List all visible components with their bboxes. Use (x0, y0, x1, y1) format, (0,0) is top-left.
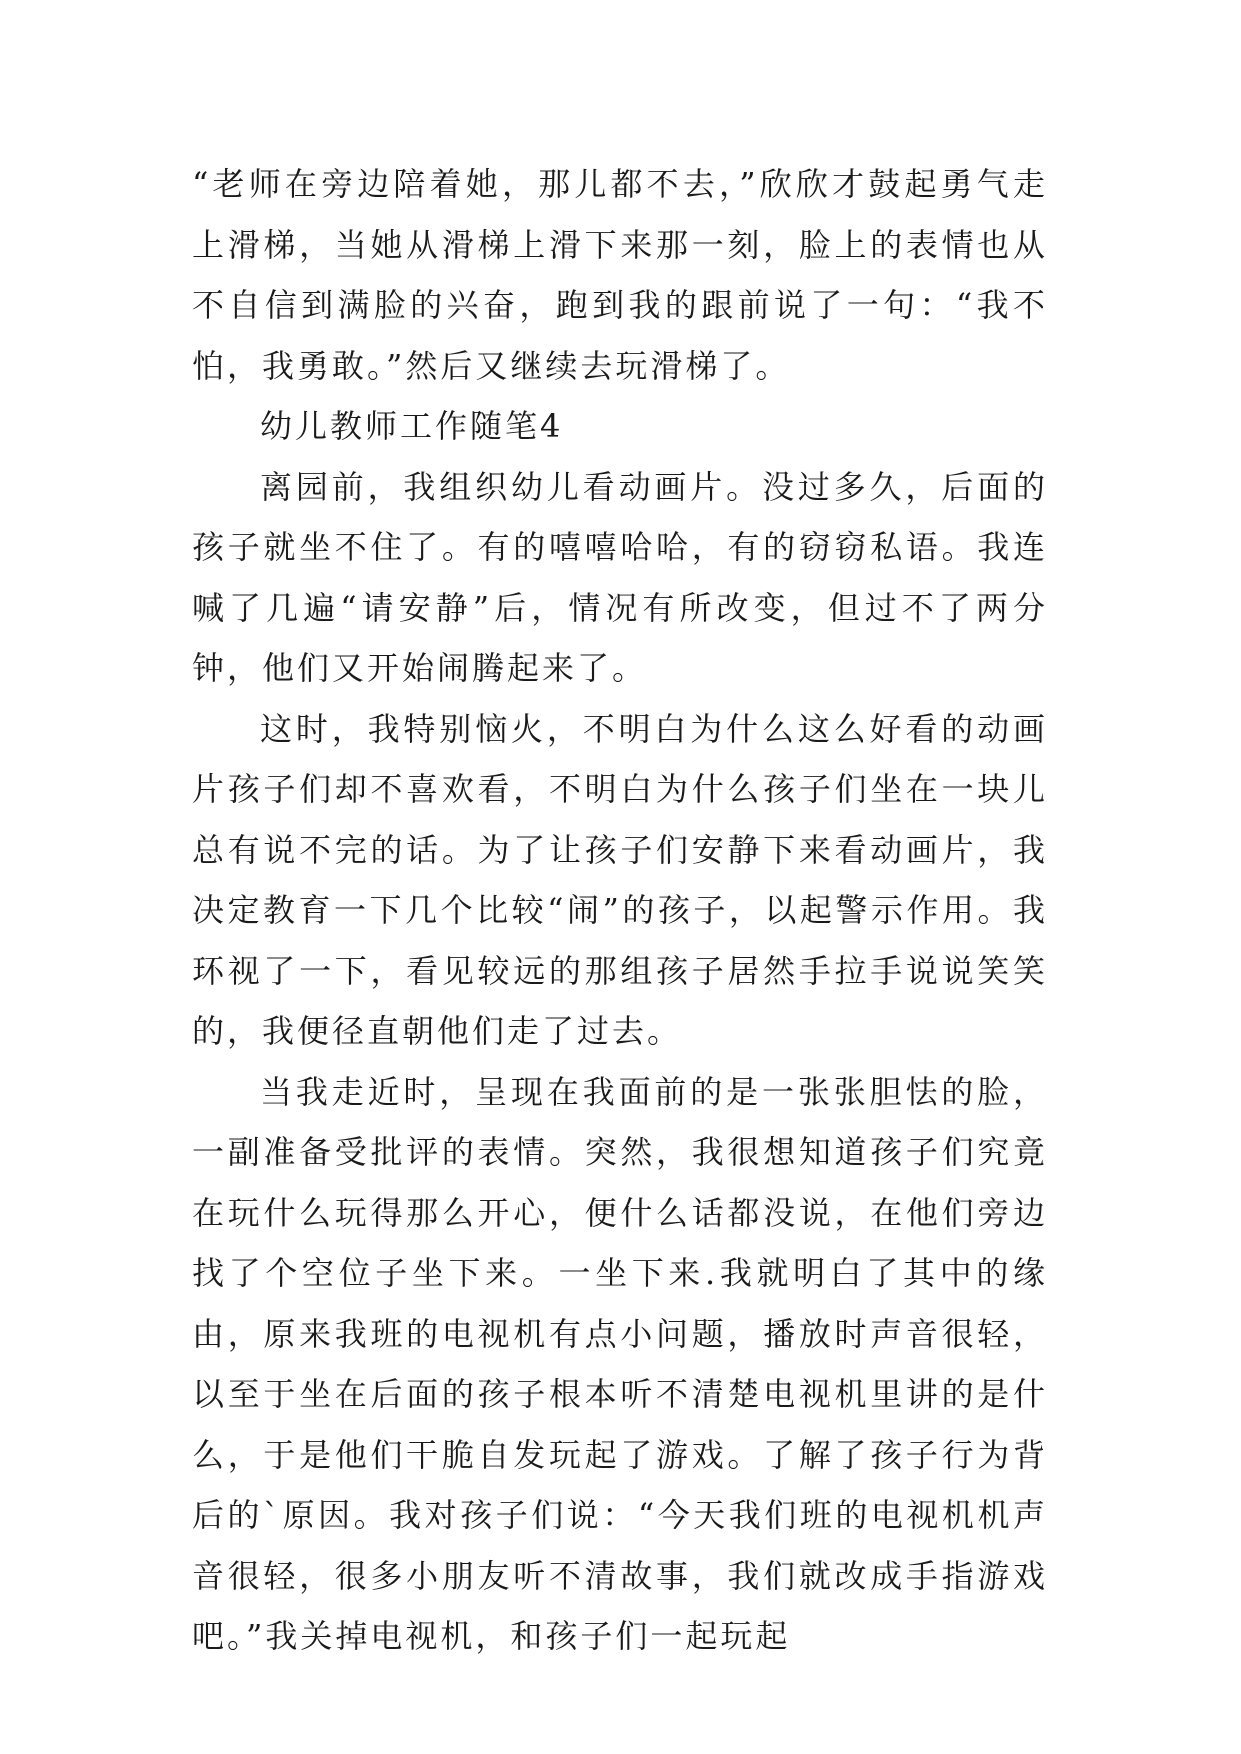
paragraph: 当我走近时，呈现在我面前的是一张张胆怯的脸，一副准备受批评的表情。突然，我很想知道孩子们究竟在玩什么玩得那么开心，便什么话都没说，在他们旁边找了个空位子坐下来。一坐下来.我就明白了其中的缘由，原来我班的电视机有点小问题，播放时声音很轻，以至于坐在后面的孩子根本听不清楚电视机里讲的是什么，于是他们干脆自发玩起了游戏。了解了孩子行为背后的`原因。我对孩子们说：“今天我们班的电视机机声音很轻，很多小朋友听不清故事，我们就改成手指游戏吧。”我关掉电视机，和孩子们一起玩起 (192, 1072, 1048, 1655)
paragraph: 这时，我特别恼火，不明白为什么这么好看的动画片孩子们却不喜欢看，不明白为什么孩子们坐在一块儿总有说不完的话。为了让孩子们安静下来看动画片，我决定教育一下几个比较“闹”的孩子，以起警示作用。我环视了一下，看见较远的那组孩子居然手拉手说说笑笑的，我便径直朝他们走了过去。 (192, 709, 1048, 1050)
paragraph: 离园前，我组织幼儿看动画片。没过多久，后面的孩子就坐不住了。有的嘻嘻哈哈，有的窃窃私语。我连喊了几遍“请安静”后，情况有所改变，但过不了两分钟，他们又开始闹腾起来了。 (192, 467, 1048, 687)
section-heading: 幼儿教师工作随笔4 (260, 407, 564, 445)
document-body (192, 154, 1048, 1667)
paragraph-continued: “老师在旁边陪着她，那儿都不去，”欣欣才鼓起勇气走上滑梯，当她从滑梯上滑下来那一刻，脸上的表情也从不自信到满脸的兴奋，跑到我的跟前说了一句：“我不怕，我勇敢。”然后又继续去玩滑梯了。 (192, 165, 1048, 385)
